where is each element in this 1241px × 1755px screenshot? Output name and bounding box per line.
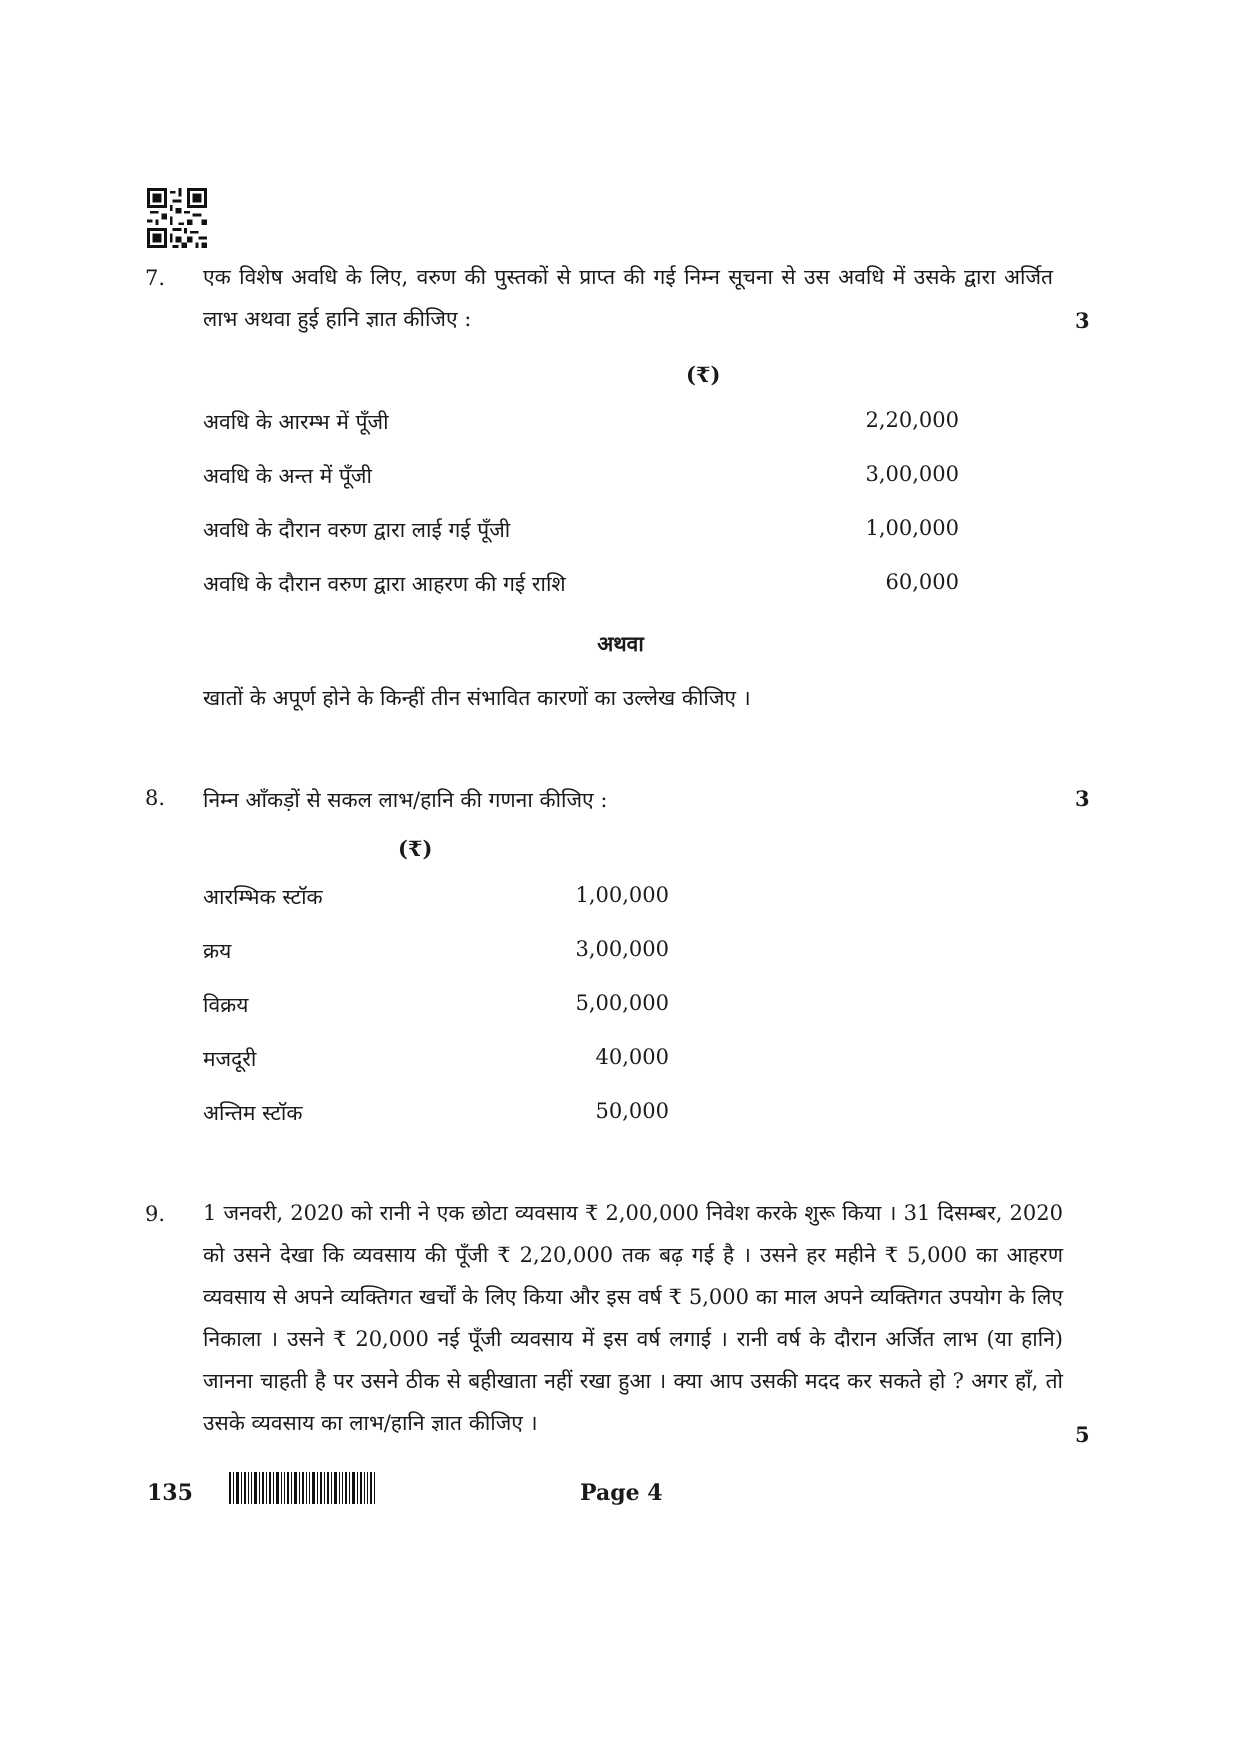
row-label: अवधि के आरम्भ में पूँजी xyxy=(203,410,389,434)
question-text: एक विशेष अवधि के लिए, वरुण की पुस्तकों से प्राप्त की गई निम्न सूचना से उस अवधि में उसके द्वारा अर्जित लाभ अथवा हुई हानि ज्ञात कीजिए : xyxy=(203,265,1053,331)
or-separator: अथवा xyxy=(597,631,644,656)
row-label: आरम्भिक स्टॉक xyxy=(203,885,323,909)
row-value: 5,00,000 xyxy=(575,991,669,1015)
question-text: 1 जनवरी, 2020 को रानी ने एक छोटा व्यवसाय ₹ 2,00,000 निवेश करके शुरू किया । 31 दिसम्बर, 2020 को उसने देखा कि व्यवसाय की पूँजी ₹ 2,20,000 तक बढ़ गई है । उसने हर महीने ₹ 5,000 का आहरण व्यवसाय से अपने व्यक्तिगत खर्चों के लिए किया और इस वर्ष ₹ 5,000 का माल अपने व्यक्तिगत उपयोग के लिए निकाला । उसने ₹ 20,000 नई पूँजी व्यवसाय में इस वर्ष लगाई । रानी वर्ष के दौरान अर्जित लाभ (या हानि) जानना चाहती है पर उसने ठीक से बहीखाता नहीं रखा हुआ । क्या आप उसकी मदद कर सकते हो ? अगर हाँ, तो उसके व्यवसाय का लाभ/हानि ज्ञात कीजिए । xyxy=(203,1201,1063,1435)
row-value: 1,00,000 xyxy=(865,516,959,540)
row-label: अवधि के दौरान वरुण द्वारा लाई गई पूँजी xyxy=(203,518,511,542)
alternative-question-text: खातों के अपूर्ण होने के किन्हीं तीन संभावित कारणों का उल्लेख कीजिए । xyxy=(203,686,751,710)
question-number: 7. xyxy=(145,266,166,290)
row-value: 3,00,000 xyxy=(865,462,959,486)
question-number: 9. xyxy=(145,1202,166,1226)
row-value: 60,000 xyxy=(885,570,959,594)
qr-code-icon xyxy=(147,188,207,248)
barcode-icon xyxy=(229,1472,375,1504)
currency-header: (₹) xyxy=(398,836,433,861)
row-label: अन्तिम स्टॉक xyxy=(203,1101,303,1125)
row-value: 50,000 xyxy=(595,1099,669,1123)
row-value: 40,000 xyxy=(595,1045,669,1069)
row-label: क्रय xyxy=(203,939,232,963)
marks: 5 xyxy=(1075,1422,1090,1447)
row-label: विक्रय xyxy=(203,993,249,1017)
question-text: निम्न आँकड़ों से सकल लाभ/हानि की गणना कीजिए : xyxy=(203,788,608,812)
row-label: अवधि के दौरान वरुण द्वारा आहरण की गई राशि xyxy=(203,572,566,596)
page-number: Page 4 xyxy=(580,1480,663,1506)
row-label: मजदूरी xyxy=(203,1047,257,1071)
paper-code: 135 xyxy=(147,1480,193,1506)
row-label: अवधि के अन्त में पूँजी xyxy=(203,464,372,488)
row-value: 1,00,000 xyxy=(575,883,669,907)
marks: 3 xyxy=(1075,786,1090,811)
row-value: 2,20,000 xyxy=(865,408,959,432)
currency-header: (₹) xyxy=(686,362,721,387)
row-value: 3,00,000 xyxy=(575,937,669,961)
question-number: 8. xyxy=(145,786,166,810)
marks: 3 xyxy=(1075,308,1090,333)
